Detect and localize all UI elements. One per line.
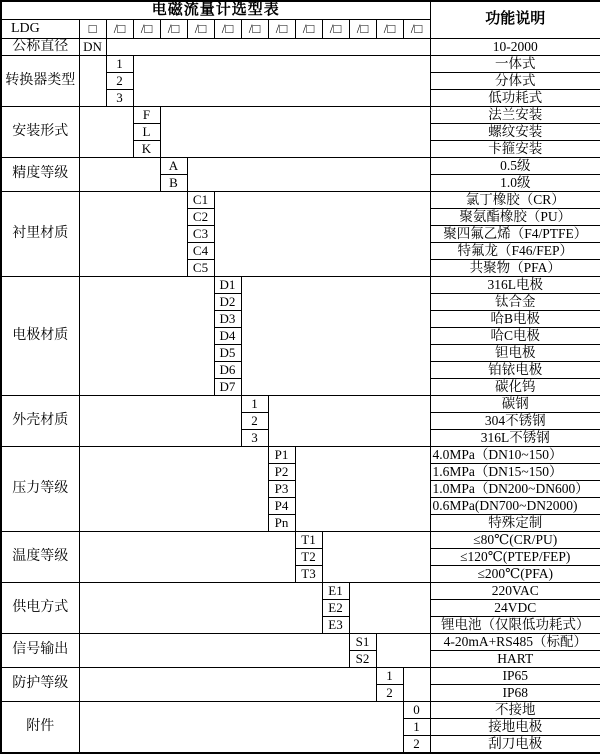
code-cell: C1	[187, 192, 214, 209]
category-label: 电极材质	[1, 277, 79, 396]
code-cell: D7	[214, 379, 241, 396]
function-cell: 低功耗式	[430, 90, 600, 107]
title-row	[1, 1, 600, 20]
code-cell: 2	[403, 736, 430, 754]
spacer-cell	[79, 158, 160, 192]
code-cell: S1	[349, 634, 376, 651]
function-cell: 不接地	[430, 702, 600, 719]
function-cell: 接地电极	[430, 719, 600, 736]
option-row	[1, 158, 600, 175]
slash-box-cell: /□	[268, 20, 295, 39]
function-cell: 特殊定制	[430, 515, 600, 532]
spacer-cell	[79, 396, 241, 447]
function-cell: 316L电极	[430, 277, 600, 294]
function-cell: 0.5级	[430, 158, 600, 175]
option-row	[1, 668, 600, 685]
function-cell: 刮刀电极	[430, 736, 600, 754]
spacer-cell	[106, 39, 430, 56]
slash-box-cell: /□	[403, 20, 430, 39]
category-label: 精度等级	[1, 158, 79, 192]
table-title: 电磁流量计选型表	[1, 1, 430, 20]
option-row	[1, 583, 600, 600]
function-cell: 一体式	[430, 56, 600, 73]
option-row	[1, 396, 600, 413]
category-label: 防护等级	[1, 668, 79, 702]
spacer-cell	[403, 668, 430, 702]
function-cell: IP65	[430, 668, 600, 685]
function-cell: 220VAC	[430, 583, 600, 600]
category-label: 外壳材质	[1, 396, 79, 447]
spacer-cell	[79, 702, 403, 754]
code-cell: 2	[376, 685, 403, 702]
code-cell: D5	[214, 345, 241, 362]
function-cell: 锂电池（仅限低功耗式）	[430, 617, 600, 634]
function-cell: ≤200℃(PFA)	[430, 566, 600, 583]
code-cell: D6	[214, 362, 241, 379]
box-cell: □	[79, 20, 106, 39]
function-cell: 4-20mA+RS485（标配）	[430, 634, 600, 651]
option-row	[1, 107, 600, 124]
spacer-cell	[79, 192, 187, 277]
slash-box-cell: /□	[187, 20, 214, 39]
category-label: 公称直径	[1, 39, 79, 56]
slash-box-cell: /□	[160, 20, 187, 39]
code-cell: 1	[403, 719, 430, 736]
function-cell: 1.6MPa（DN15~150）	[430, 464, 600, 481]
function-cell: 碳钢	[430, 396, 600, 413]
code-cell: T2	[295, 549, 322, 566]
code-cell: 3	[241, 430, 268, 447]
function-cell: 1.0MPa（DN200~DN600）	[430, 481, 600, 498]
code-cell: D4	[214, 328, 241, 345]
code-cell: T1	[295, 532, 322, 549]
spacer-cell	[268, 396, 430, 447]
slash-box-cell: /□	[376, 20, 403, 39]
code-cell: 2	[106, 73, 133, 90]
code-cell: D1	[214, 277, 241, 294]
function-cell: 钛合金	[430, 294, 600, 311]
code-cell: P3	[268, 481, 295, 498]
spacer-cell	[79, 668, 376, 702]
code-cell: D2	[214, 294, 241, 311]
slash-box-cell: /□	[214, 20, 241, 39]
function-cell: 哈B电极	[430, 311, 600, 328]
spacer-cell	[79, 56, 106, 107]
spacer-cell	[187, 158, 430, 192]
spacer-cell	[295, 447, 430, 532]
slash-box-cell: /□	[349, 20, 376, 39]
code-cell: S2	[349, 651, 376, 668]
category-label: 信号输出	[1, 634, 79, 668]
option-row	[1, 447, 600, 464]
code-cell: P1	[268, 447, 295, 464]
function-cell: ≤80℃(CR/PU)	[430, 532, 600, 549]
function-cell: 聚氨酯橡胶（PU）	[430, 209, 600, 226]
category-label: 附件	[1, 702, 79, 754]
spacer-cell	[376, 634, 430, 668]
slash-box-cell: /□	[295, 20, 322, 39]
code-cell: C5	[187, 260, 214, 277]
spacer-cell	[214, 192, 430, 277]
function-cell: 共聚物（PFA）	[430, 260, 600, 277]
option-row	[1, 56, 600, 73]
function-column-header: 功能说明	[430, 1, 600, 39]
slash-box-cell: /□	[106, 20, 133, 39]
function-cell: 304不锈钢	[430, 413, 600, 430]
slash-box-cell: /□	[322, 20, 349, 39]
slash-box-cell: /□	[133, 20, 160, 39]
function-cell: 法兰安装	[430, 107, 600, 124]
function-cell: 0.6MPa(DN700~DN2000)	[430, 498, 600, 515]
function-cell: 316L不锈钢	[430, 430, 600, 447]
function-cell: 24VDC	[430, 600, 600, 617]
code-cell: 1	[241, 396, 268, 413]
code-cell: DN	[79, 39, 106, 56]
category-label: 压力等级	[1, 447, 79, 532]
spacer-cell	[349, 583, 430, 634]
code-cell: P4	[268, 498, 295, 515]
function-cell: 氯丁橡胶（CR）	[430, 192, 600, 209]
diameter-row	[1, 39, 600, 56]
code-cell: T3	[295, 566, 322, 583]
code-cell: 1	[106, 56, 133, 73]
code-cell: P2	[268, 464, 295, 481]
function-cell: 1.0级	[430, 175, 600, 192]
category-label: 转换器类型	[1, 56, 79, 107]
code-cell: C4	[187, 243, 214, 260]
code-cell: 1	[376, 668, 403, 685]
model-prefix: LDG	[1, 20, 79, 39]
function-cell: 钽电极	[430, 345, 600, 362]
code-cell: 3	[106, 90, 133, 107]
spacer-cell	[79, 277, 214, 396]
option-row	[1, 634, 600, 651]
spacer-cell	[322, 532, 430, 583]
code-cell: 0	[403, 702, 430, 719]
spacer-cell	[241, 277, 430, 396]
function-cell: 10-2000	[430, 39, 600, 56]
spacer-cell	[79, 634, 349, 668]
category-label: 供电方式	[1, 583, 79, 634]
code-cell: E1	[322, 583, 349, 600]
code-cell: B	[160, 175, 187, 192]
spacer-cell	[79, 447, 268, 532]
code-cell: K	[133, 141, 160, 158]
code-cell: F	[133, 107, 160, 124]
code-cell: 2	[241, 413, 268, 430]
function-cell: 螺纹安装	[430, 124, 600, 141]
code-cell: D3	[214, 311, 241, 328]
function-cell: 卡箍安装	[430, 141, 600, 158]
spacer-cell	[79, 532, 295, 583]
function-cell: 哈C电极	[430, 328, 600, 345]
code-cell: C3	[187, 226, 214, 243]
spacer-cell	[79, 583, 322, 634]
function-cell: 分体式	[430, 73, 600, 90]
option-row	[1, 192, 600, 209]
function-cell: 4.0MPa（DN10~150）	[430, 447, 600, 464]
function-cell: 特氟龙（F46/FEP）	[430, 243, 600, 260]
function-cell: IP68	[430, 685, 600, 702]
function-cell: ≤120℃(PTEP/FEP)	[430, 549, 600, 566]
function-cell: 碳化钨	[430, 379, 600, 396]
category-label: 温度等级	[1, 532, 79, 583]
code-cell: A	[160, 158, 187, 175]
code-cell: C2	[187, 209, 214, 226]
category-label: 安装形式	[1, 107, 79, 158]
spacer-cell	[160, 107, 430, 158]
function-cell: HART	[430, 651, 600, 668]
slash-box-cell: /□	[241, 20, 268, 39]
code-cell: E2	[322, 600, 349, 617]
code-cell: E3	[322, 617, 349, 634]
code-cell: Pn	[268, 515, 295, 532]
spacer-cell	[79, 107, 133, 158]
code-cell: L	[133, 124, 160, 141]
function-cell: 聚四氟乙烯（F4/PTFE）	[430, 226, 600, 243]
option-row	[1, 277, 600, 294]
option-row	[1, 532, 600, 549]
function-cell: 铂铱电极	[430, 362, 600, 379]
spacer-cell	[133, 56, 430, 107]
category-label: 衬里材质	[1, 192, 79, 277]
